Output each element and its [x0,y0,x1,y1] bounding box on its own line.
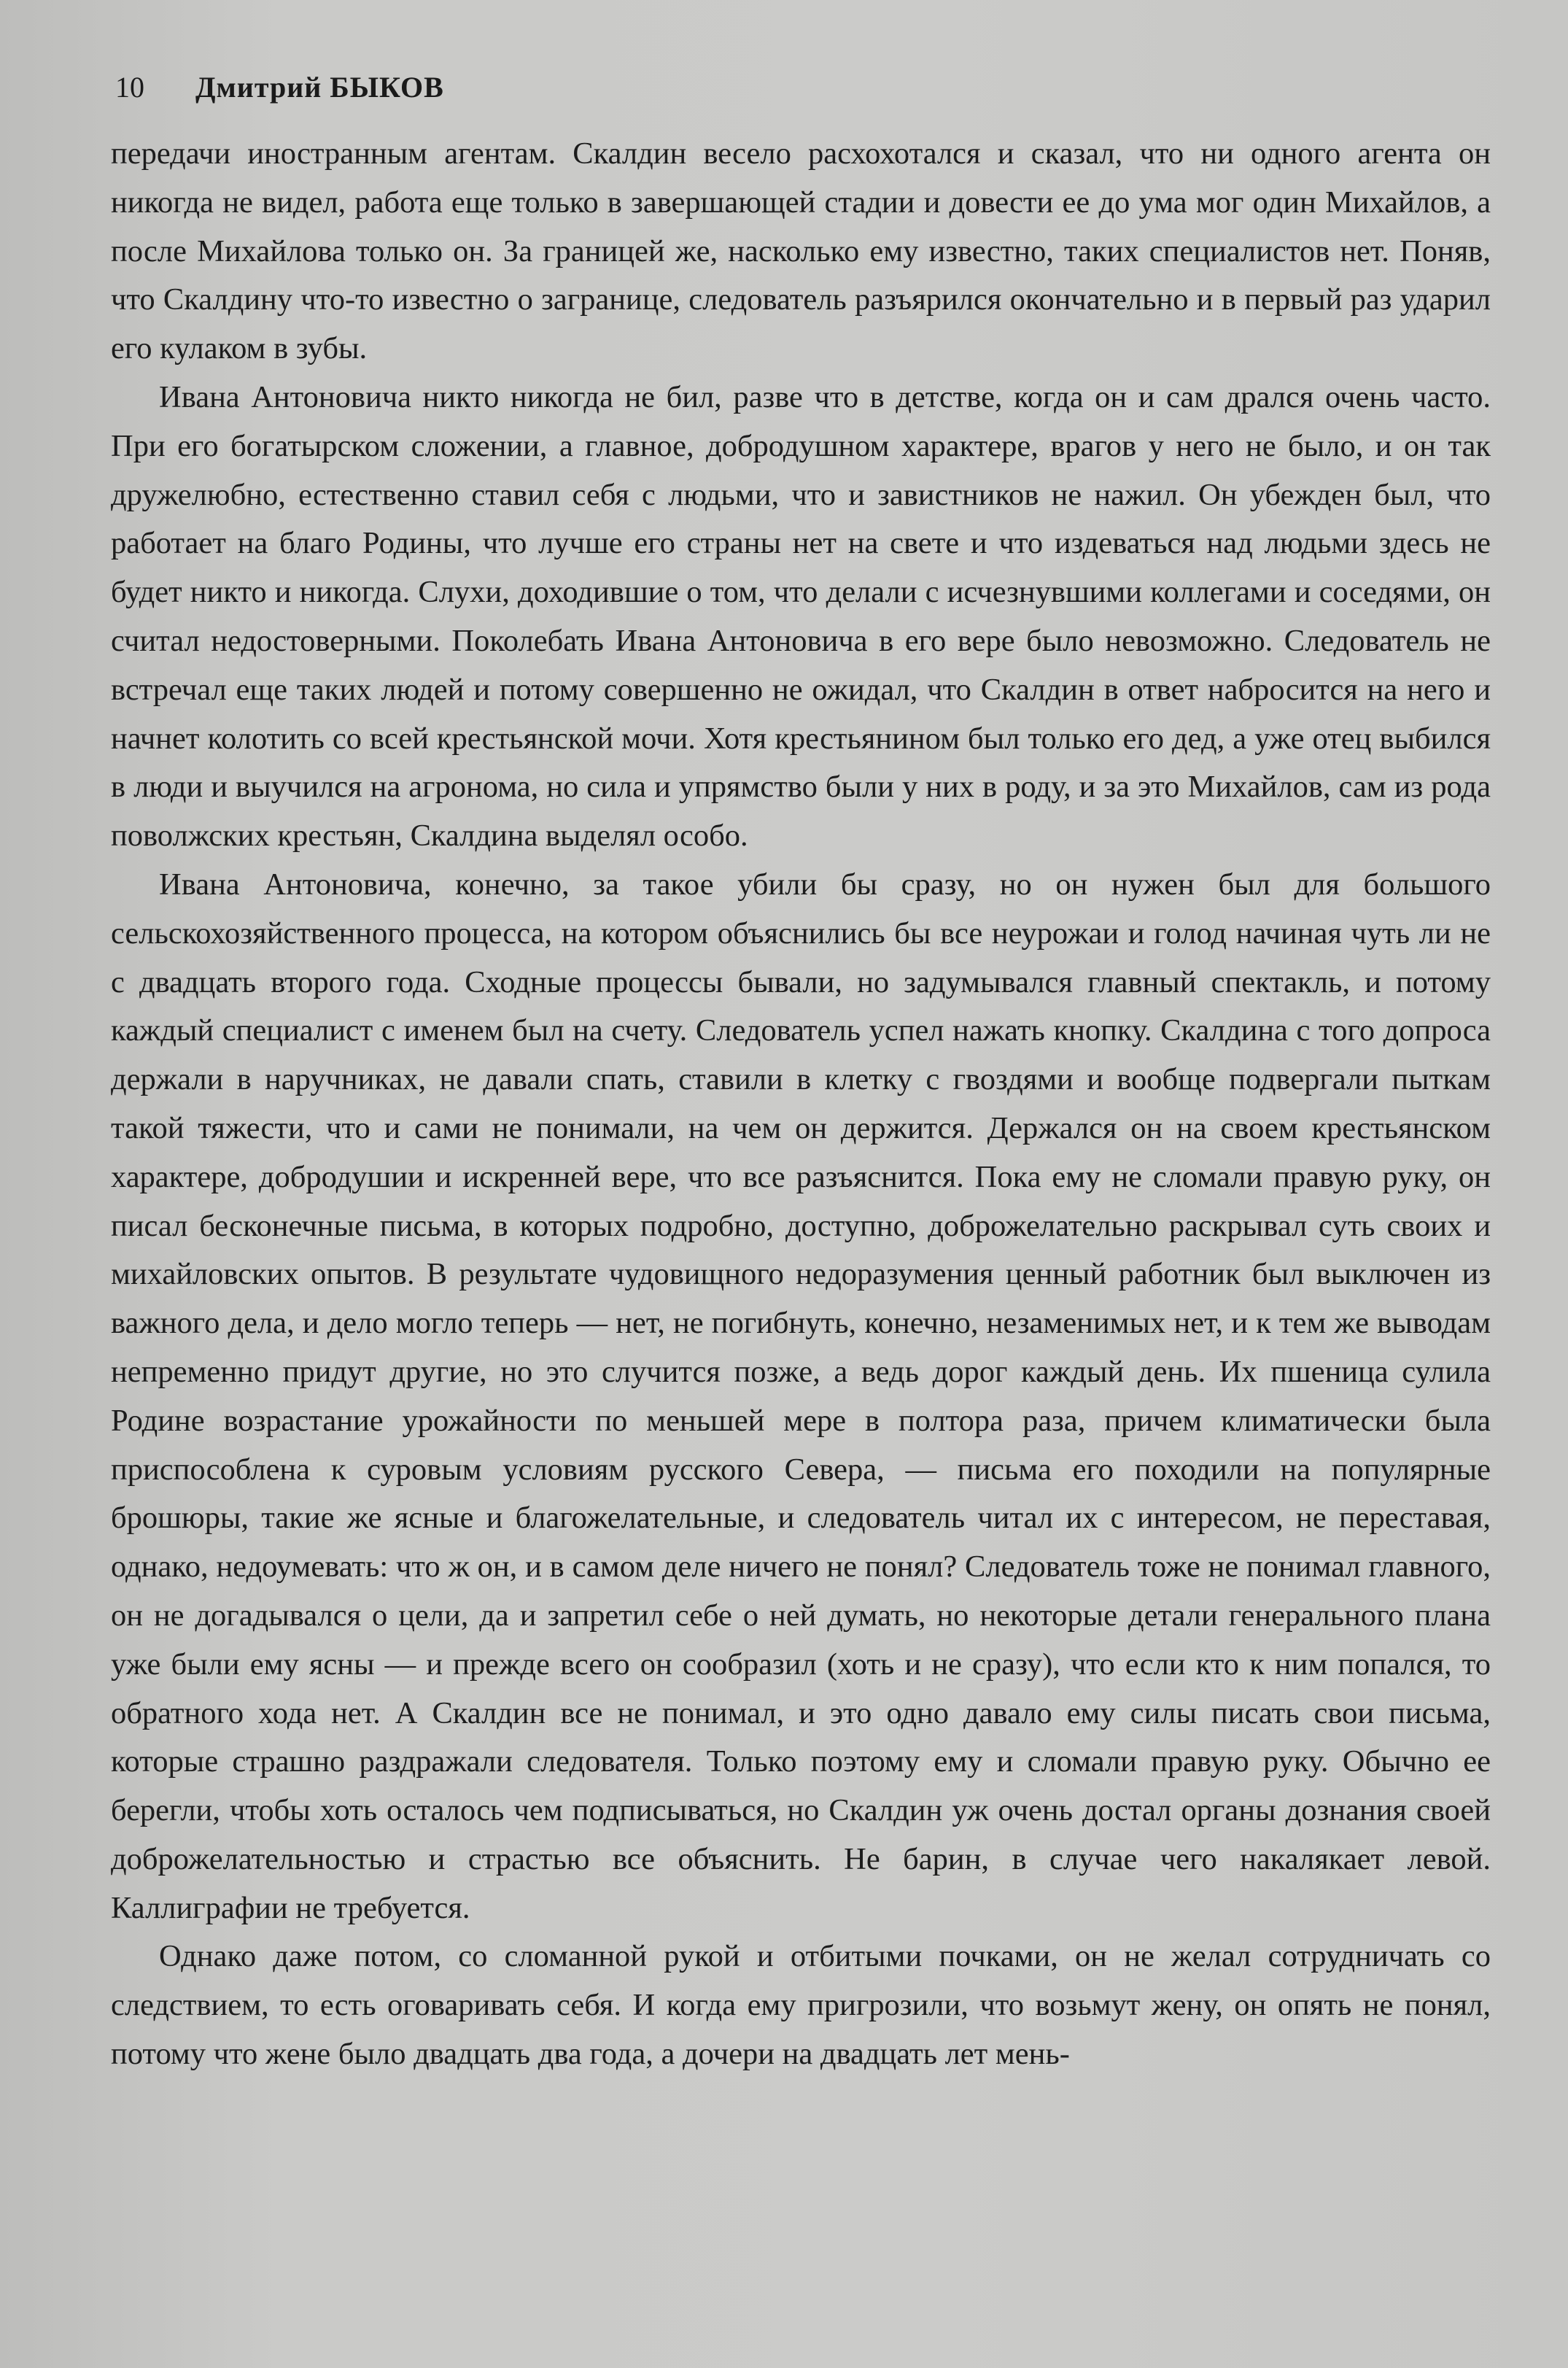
page-number: 10 [115,71,144,104]
author-name: Дмитрий БЫКОВ [195,71,444,104]
paragraph: передачи иностранным агентам. Скалдин весело расхохотался и сказал, что ни одного агента он никогда не видел, работа еще только в завершающей стадии и довести ее до ума мог один Михайлов, а после Михайлова только он. За границей же, насколько ему известно, таких специалистов нет. Поняв, что Скалдину что-то известно о загранице, следователь разъярился окончательно и в первый раз ударил его кулаком в зубы. [111,136,1491,366]
running-head [115,67,444,108]
paragraph: Ивана Антоновича никто никогда не бил, разве что в детстве, когда он и сам дрался очень часто. При его богатырском сложении, а главное, добродушном характере, врагов у него не было, и он так дружелюбно, естественно ставил себя с людьми, что и завистников не нажил. Он убежден был, что работает на благо Родины, что лучше его страны нет на свете и что издеваться над людьми здесь не будет никто и никогда. Слухи, доходившие о том, что делали с исчезнувшими коллегами и соседями, он считал недостоверными. Поколебать Ивана Антоновича в его вере было невозможно. Следователь не встречал еще таких людей и потому совершенно не ожидал, что Скалдин в ответ набросится на него и начнет колотить со всей крестьянской мочи. Хотя крестьянином был только его дед, а уже отец выбился в люди и выучился на агронома, но сила и упрямство были у них в роду, и за это Михайлов, сам из рода поволжских крестьян, Скалдина выделял особо. [111,379,1491,854]
paragraph: Ивана Антоновича, конечно, за такое убили бы сразу, но он нужен был для большого сельскохозяйственного процесса, на котором объяснились бы все неурожаи и голод начиная чуть ли не с двадцать второго года. Сходные процессы бывали, но задумывался главный спектакль, и потому каждый специалист с именем был на счету. Следователь успел нажать кнопку. Скалдина с того допроса держали в наручниках, не давали спать, ставили в клетку с гвоздями и вообще подвергали пыткам такой тяжести, что и сами не понимали, на чем он держится. Держался он на своем крестьянском характере, добродушии и искренней вере, что все разъяснится. Пока ему не сломали правую руку, он писал бесконечные письма, в которых подробно, доступно, доброжелательно раскрывал суть своих и михайловских опытов. В результате чудовищного недоразумения ценный работник был выключен из важного дела, и дело могло теперь — нет, не погибнуть, конечно, незаменимых нет, и к тем же выводам непременно придут другие, но это случится позже, а ведь дорог каждый день. Их пшеница сулила Родине возрастание урожайности по меньшей мере в полтора раза, причем климатически была приспособлена к суровым условиям русского Севера, — письма его походили на популярные брошюры, такие же ясные и благожелательные, и следователь читал их с интересом, не переставая, однако, недоумевать: что ж он, и в самом деле ничего не понял? Следователь тоже не понимал главного, он не догадывался о цели, да и запретил себе о ней думать, но некоторые детали генерального плана уже были ему ясны — и прежде всего он сообразил (хоть и не сразу), что если кто к ним попался, то обратного хода нет. А Скалдин все не понимал, и это одно давало ему силы писать свои письма, которые страшно раздражали следователя. Только поэтому ему и сломали правую руку. Обычно ее берегли, чтобы хоть осталось чем подписываться, но Скалдин уж очень достал органы дознания своей доброжелательностью и страстью все объяснить. Не барин, в случае чего накалякает левой. Каллиграфии не требуется. [111,867,1491,1925]
paragraph: Однако даже потом, со сломанной рукой и отбитыми почками, он не желал сотрудничать со следствием, то есть оговаривать себя. И когда ему пригрозили, что возьмут жену, он опять не понял, потому что жене было двадцать два года, а дочери на двадцать лет мень- [111,1939,1491,2072]
body-text [111,130,1491,2079]
